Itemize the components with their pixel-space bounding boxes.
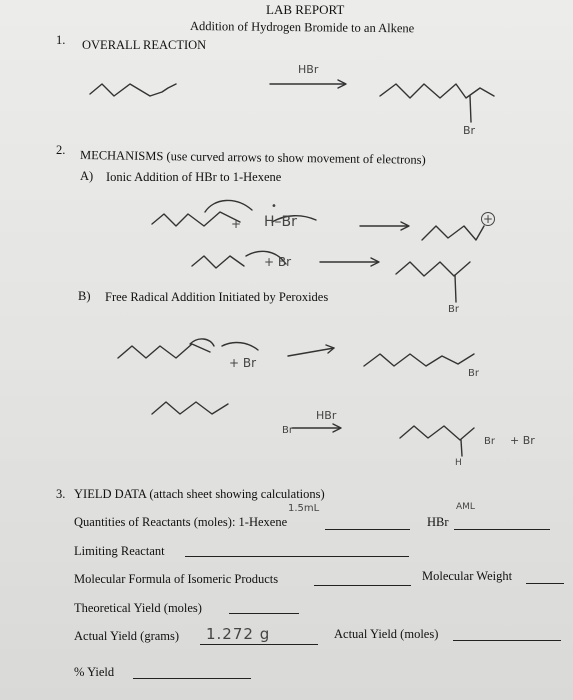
part-b-product-bond	[461, 440, 462, 456]
molecular-weight-label: Molecular Weight	[422, 569, 513, 583]
section-1-number: 1.	[56, 33, 66, 47]
part-b-product	[400, 426, 474, 440]
section-2-heading: MECHANISMS (use curved arrows to show movement of electrons)	[79, 148, 426, 167]
molecular-formula-label: Molecular Formula of Isomeric Products	[74, 572, 279, 586]
handwritten-hexene-volume: 1.5mL	[288, 503, 320, 514]
hexene-moles-blank[interactable]	[325, 529, 410, 530]
part-a-label: A)	[80, 169, 94, 183]
section-3-number: 3.	[56, 487, 66, 501]
section-1-heading: OVERALL REACTION	[82, 38, 207, 52]
handwritten-hbr-note: AML	[456, 502, 475, 512]
part-b-hexene	[118, 344, 210, 358]
part-b-br-right: Br	[484, 436, 495, 447]
part-b-h-label: H	[455, 458, 462, 468]
percent-yield-label: % Yield	[74, 665, 115, 679]
product-bromine-label: Br	[463, 124, 476, 137]
actual-yield-grams-label: Actual Yield (grams)	[74, 629, 180, 643]
actual-yield-moles-label: Actual Yield (moles)	[334, 627, 439, 641]
page-subtitle: Addition of Hydrogen Bromide to an Alkene	[189, 19, 415, 36]
part-a-hbr: H–Br	[264, 214, 297, 230]
reagent-label: HBr	[298, 63, 319, 76]
theoretical-yield-blank[interactable]	[229, 613, 299, 614]
theoretical-yield-label: Theoretical Yield (moles)	[74, 601, 202, 615]
part-a-product-br: Br	[448, 304, 459, 315]
page-title: LAB REPORT	[266, 2, 345, 17]
part-b-hbr: HBr	[316, 409, 337, 422]
molecular-weight-blank[interactable]	[526, 583, 564, 584]
molecular-formula-blank[interactable]	[314, 585, 411, 586]
hbr-label: HBr	[427, 515, 449, 529]
quantities-label: Quantities of Reactants (moles): 1-Hexene	[74, 515, 288, 529]
part-a-lone-pair-dot: •	[271, 201, 277, 212]
part-b-radical-br: Br	[468, 368, 479, 379]
part-b-arrow-1	[288, 348, 334, 356]
limiting-reactant-label: Limiting Reactant	[74, 544, 165, 558]
actual-yield-grams-blank[interactable]	[200, 644, 318, 645]
part-b-br-radical-out: + Br	[510, 434, 535, 447]
part-b-br-radical: + Br	[229, 356, 257, 370]
part-b-br-left: Br	[282, 425, 293, 436]
part-b-fishhook-2	[222, 343, 258, 350]
part-a-cation-sign: +	[482, 212, 494, 226]
part-b-label: B)	[78, 289, 91, 303]
part-b-title: Free Radical Addition Initiated by Peroxides	[105, 290, 329, 304]
actual-yield-moles-blank[interactable]	[453, 640, 561, 641]
part-a-bromide: + Br	[264, 255, 292, 269]
part-b-radical-2	[152, 402, 228, 414]
section-2-number: 2.	[56, 143, 66, 157]
hbr-moles-blank[interactable]	[454, 529, 550, 530]
percent-yield-blank[interactable]	[133, 678, 251, 679]
limiting-reactant-blank[interactable]	[185, 556, 409, 557]
part-b-radical	[364, 354, 474, 366]
part-a-plus: +	[231, 217, 242, 231]
handwritten-actual-grams: 1.272 g	[206, 625, 271, 643]
part-a-title: Ionic Addition of HBr to 1-Hexene	[106, 170, 282, 184]
section-3-heading: YIELD DATA (attach sheet showing calculations)	[74, 487, 325, 501]
